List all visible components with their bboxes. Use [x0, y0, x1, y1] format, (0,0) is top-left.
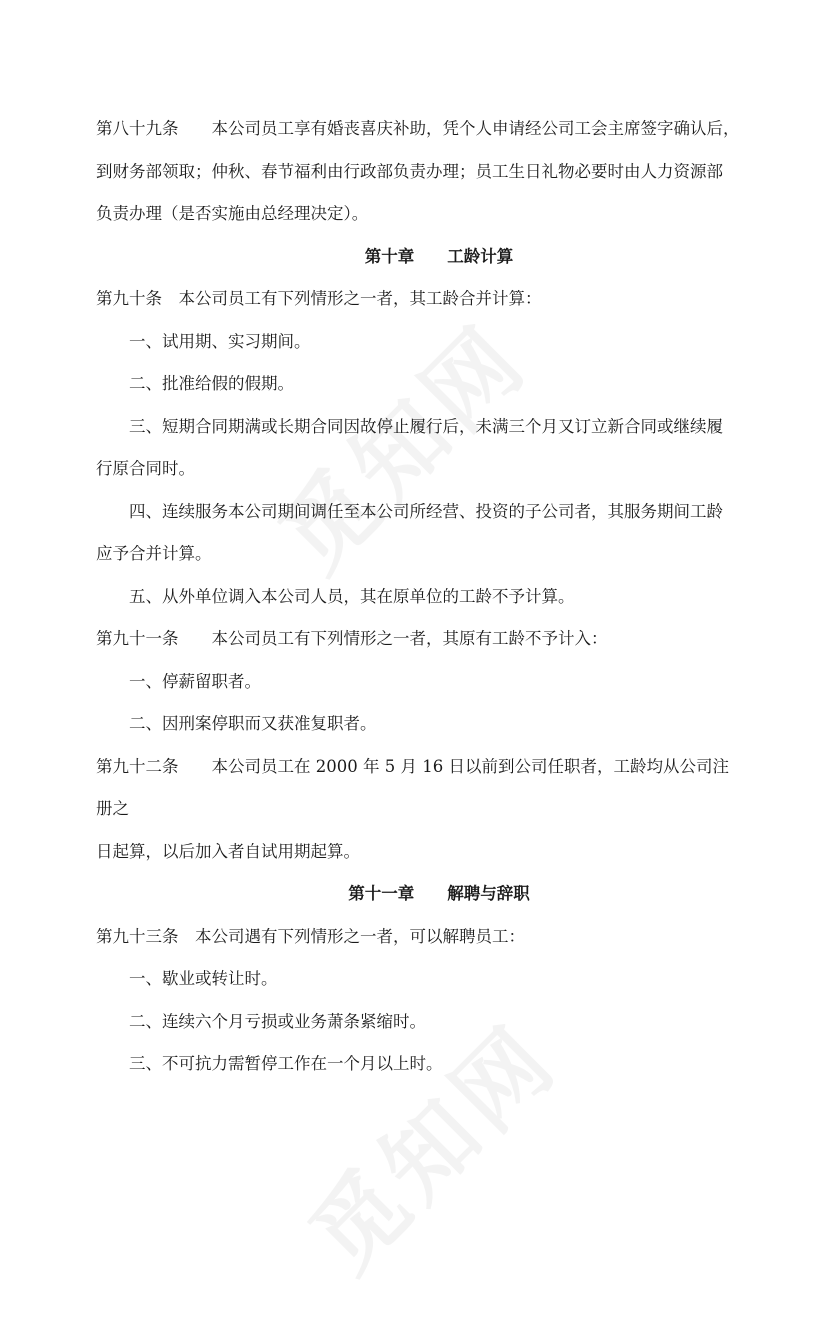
chapter-11-heading: 第十一章 解聘与辞职 [348, 884, 530, 903]
article-89-line-3: 负责办理（是否实施由总经理决定）。 [96, 204, 369, 223]
article-92-line-1: 第九十二条 本公司员工在 2000 年 5 月 16 日以前到公司任职者，工龄均从公司注册之 [96, 756, 729, 818]
article-90-item-4-line-1: 四、连续服务本公司期间调任至本公司所经营、投资的子公司者，其服务期间工龄 [129, 501, 723, 521]
article-90-item-5: 五、从外单位调入本公司人员，其在原单位的工龄不予计算。 [129, 586, 575, 606]
article-93-item-2: 二、连续六个月亏损或业务萧条紧缩时。 [129, 1011, 426, 1031]
article-89-line-1: 第八十九条 本公司员工享有婚丧喜庆补助，凭个人申请经公司工会主席签字确认后， [96, 119, 740, 138]
article-90-item-2: 二、批准给假的假期。 [129, 374, 294, 393]
article-93-intro: 第九十三条 本公司遇有下列情形之一者，可以解聘员工： [96, 926, 525, 946]
article-90-intro: 第九十条 本公司员工有下列情形之一者，其工龄合并计算： [96, 289, 542, 308]
article-92-line-2: 日起算，以后加入者自试用期起算。 [96, 841, 360, 861]
article-93-item-1: 一、歇业或转让时。 [129, 969, 278, 988]
article-90-item-3-line-1: 三、短期合同期满或长期合同因故停止履行后，未满三个月又订立新合同或继续履 [129, 416, 723, 436]
article-89-line-2: 到财务部领取；仲秋、春节福利由行政部负责办理；员工生日礼物必要时由人力资源部 [96, 161, 723, 181]
article-90-item-3-line-2: 行原合同时。 [96, 459, 195, 478]
article-91-item-2: 二、因刑案停职而又获准复职者。 [129, 714, 377, 733]
article-90-item-1: 一、试用期、实习期间。 [129, 331, 311, 351]
document-page [96, 108, 742, 1086]
article-91-item-1: 一、停薪留职者。 [129, 671, 261, 691]
article-91-intro: 第九十一条 本公司员工有下列情形之一者，其原有工龄不予计入： [96, 629, 608, 648]
article-93-item-3: 三、不可抗力需暂停工作在一个月以上时。 [129, 1054, 443, 1073]
chapter-10-heading: 第十章 工龄计算 [364, 246, 514, 266]
article-90-item-4-line-2: 应予合并计算。 [96, 544, 212, 563]
